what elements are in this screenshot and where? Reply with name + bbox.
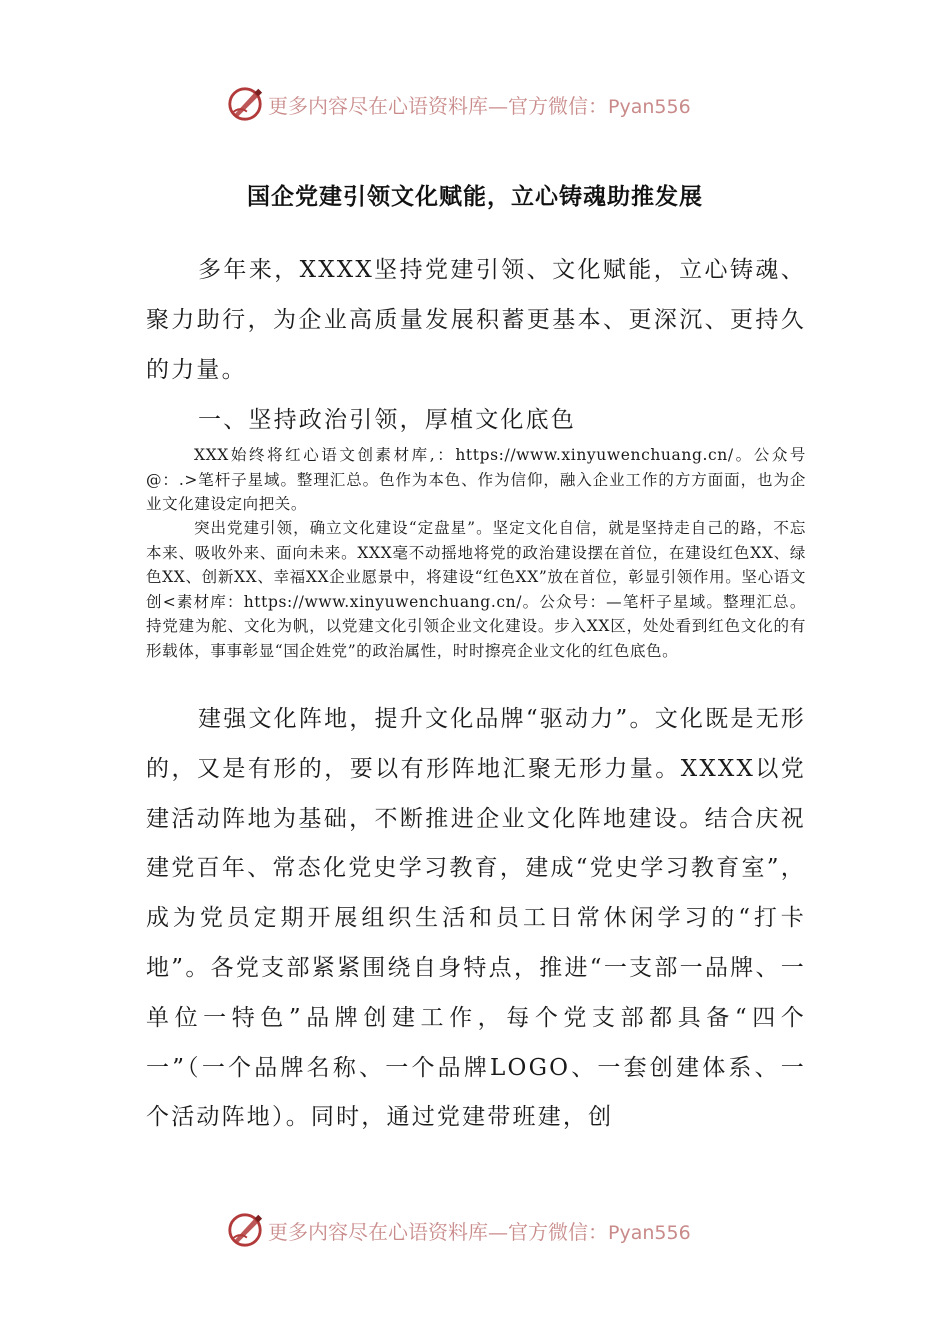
banner-text <box>268 90 691 119</box>
footer-watermark-banner <box>226 1208 746 1252</box>
section-heading-text: 一、坚持政治引领，厚植文化底色 <box>198 407 576 433</box>
document-title: 国企党建引领文化赋能，立心铸魂助推发展 <box>247 183 703 210</box>
small-paragraph-one: XXX始终将红心语文创素材库,：https://www.xinyuwenchuang.cn/。公众号@：.>笔杆子星域。整理汇总。色作为本色、作为信仰，融入企业工作的方方面面，也为企业文化建设定向把关。 <box>146 446 806 514</box>
banner-wechat-id: Pyan556 <box>608 1221 691 1244</box>
banner-label: 更多内容尽在心语资料库—官方微信： <box>268 93 608 118</box>
culture-position-paragraph: 建强文化阵地，提升文化品牌“驱动力”。文化既是无形的，又是有形的，要以有形阵地汇聚无形力量。XXXX以党建活动阵地为基础，不断推进企业文化阵地建设。结合庆祝建党百年、常态化党史学习教育，建成“党史学习教育室”，成为党员定期开展组织生活和员工日常休闲学习的“打卡地”。各党支部紧紧围绕自身特点，推进“一支部一品牌、一单位一特色”品牌创建工作，每个党支部都具备“四个一”（一个品牌名称、一个品牌LOGO、一套创建体系、一个活动阵地）。同时，通过党建带班建，创 <box>146 706 806 1131</box>
section-heading-one <box>146 396 806 446</box>
intro-paragraph: 多年来，XXXX坚持党建引领、文化赋能，立心铸魂、聚力助行，为企业高质量发展积蓄更基本、更深沉、更持久的力量。 <box>146 257 806 383</box>
header-watermark-banner <box>226 82 746 126</box>
pen-circle-logo-icon <box>226 1211 264 1249</box>
banner-text <box>268 1216 691 1245</box>
banner-wechat-id: Pyan556 <box>608 95 691 118</box>
pen-circle-logo-icon <box>226 85 264 123</box>
small-paragraph-two: 突出党建引领，确立文化建设“定盘星”。坚定文化自信，就是坚持走自己的路，不忘本来、吸收外来、面向未来。XXX毫不动摇地将党的政治建设摆在首位，在建设红色XX、绿色XX、创新XX、幸福XX企业愿景中，将建设“红色XX”放在首位，彰显引领作用。坚心语文创<素材库：https://www.xinyuwenchuang.cn/。公众号：—笔杆子星域。整理汇总。持党建为舵、文化为帆，以党建文化引领企业文化建设。步入XX区，处处看到红色文化的有形载体，事事彰显“国企姓党”的政治属性，时时擦亮企业文化的红色底色。 <box>146 519 806 660</box>
banner-label: 更多内容尽在心语资料库—官方微信： <box>268 1219 608 1244</box>
